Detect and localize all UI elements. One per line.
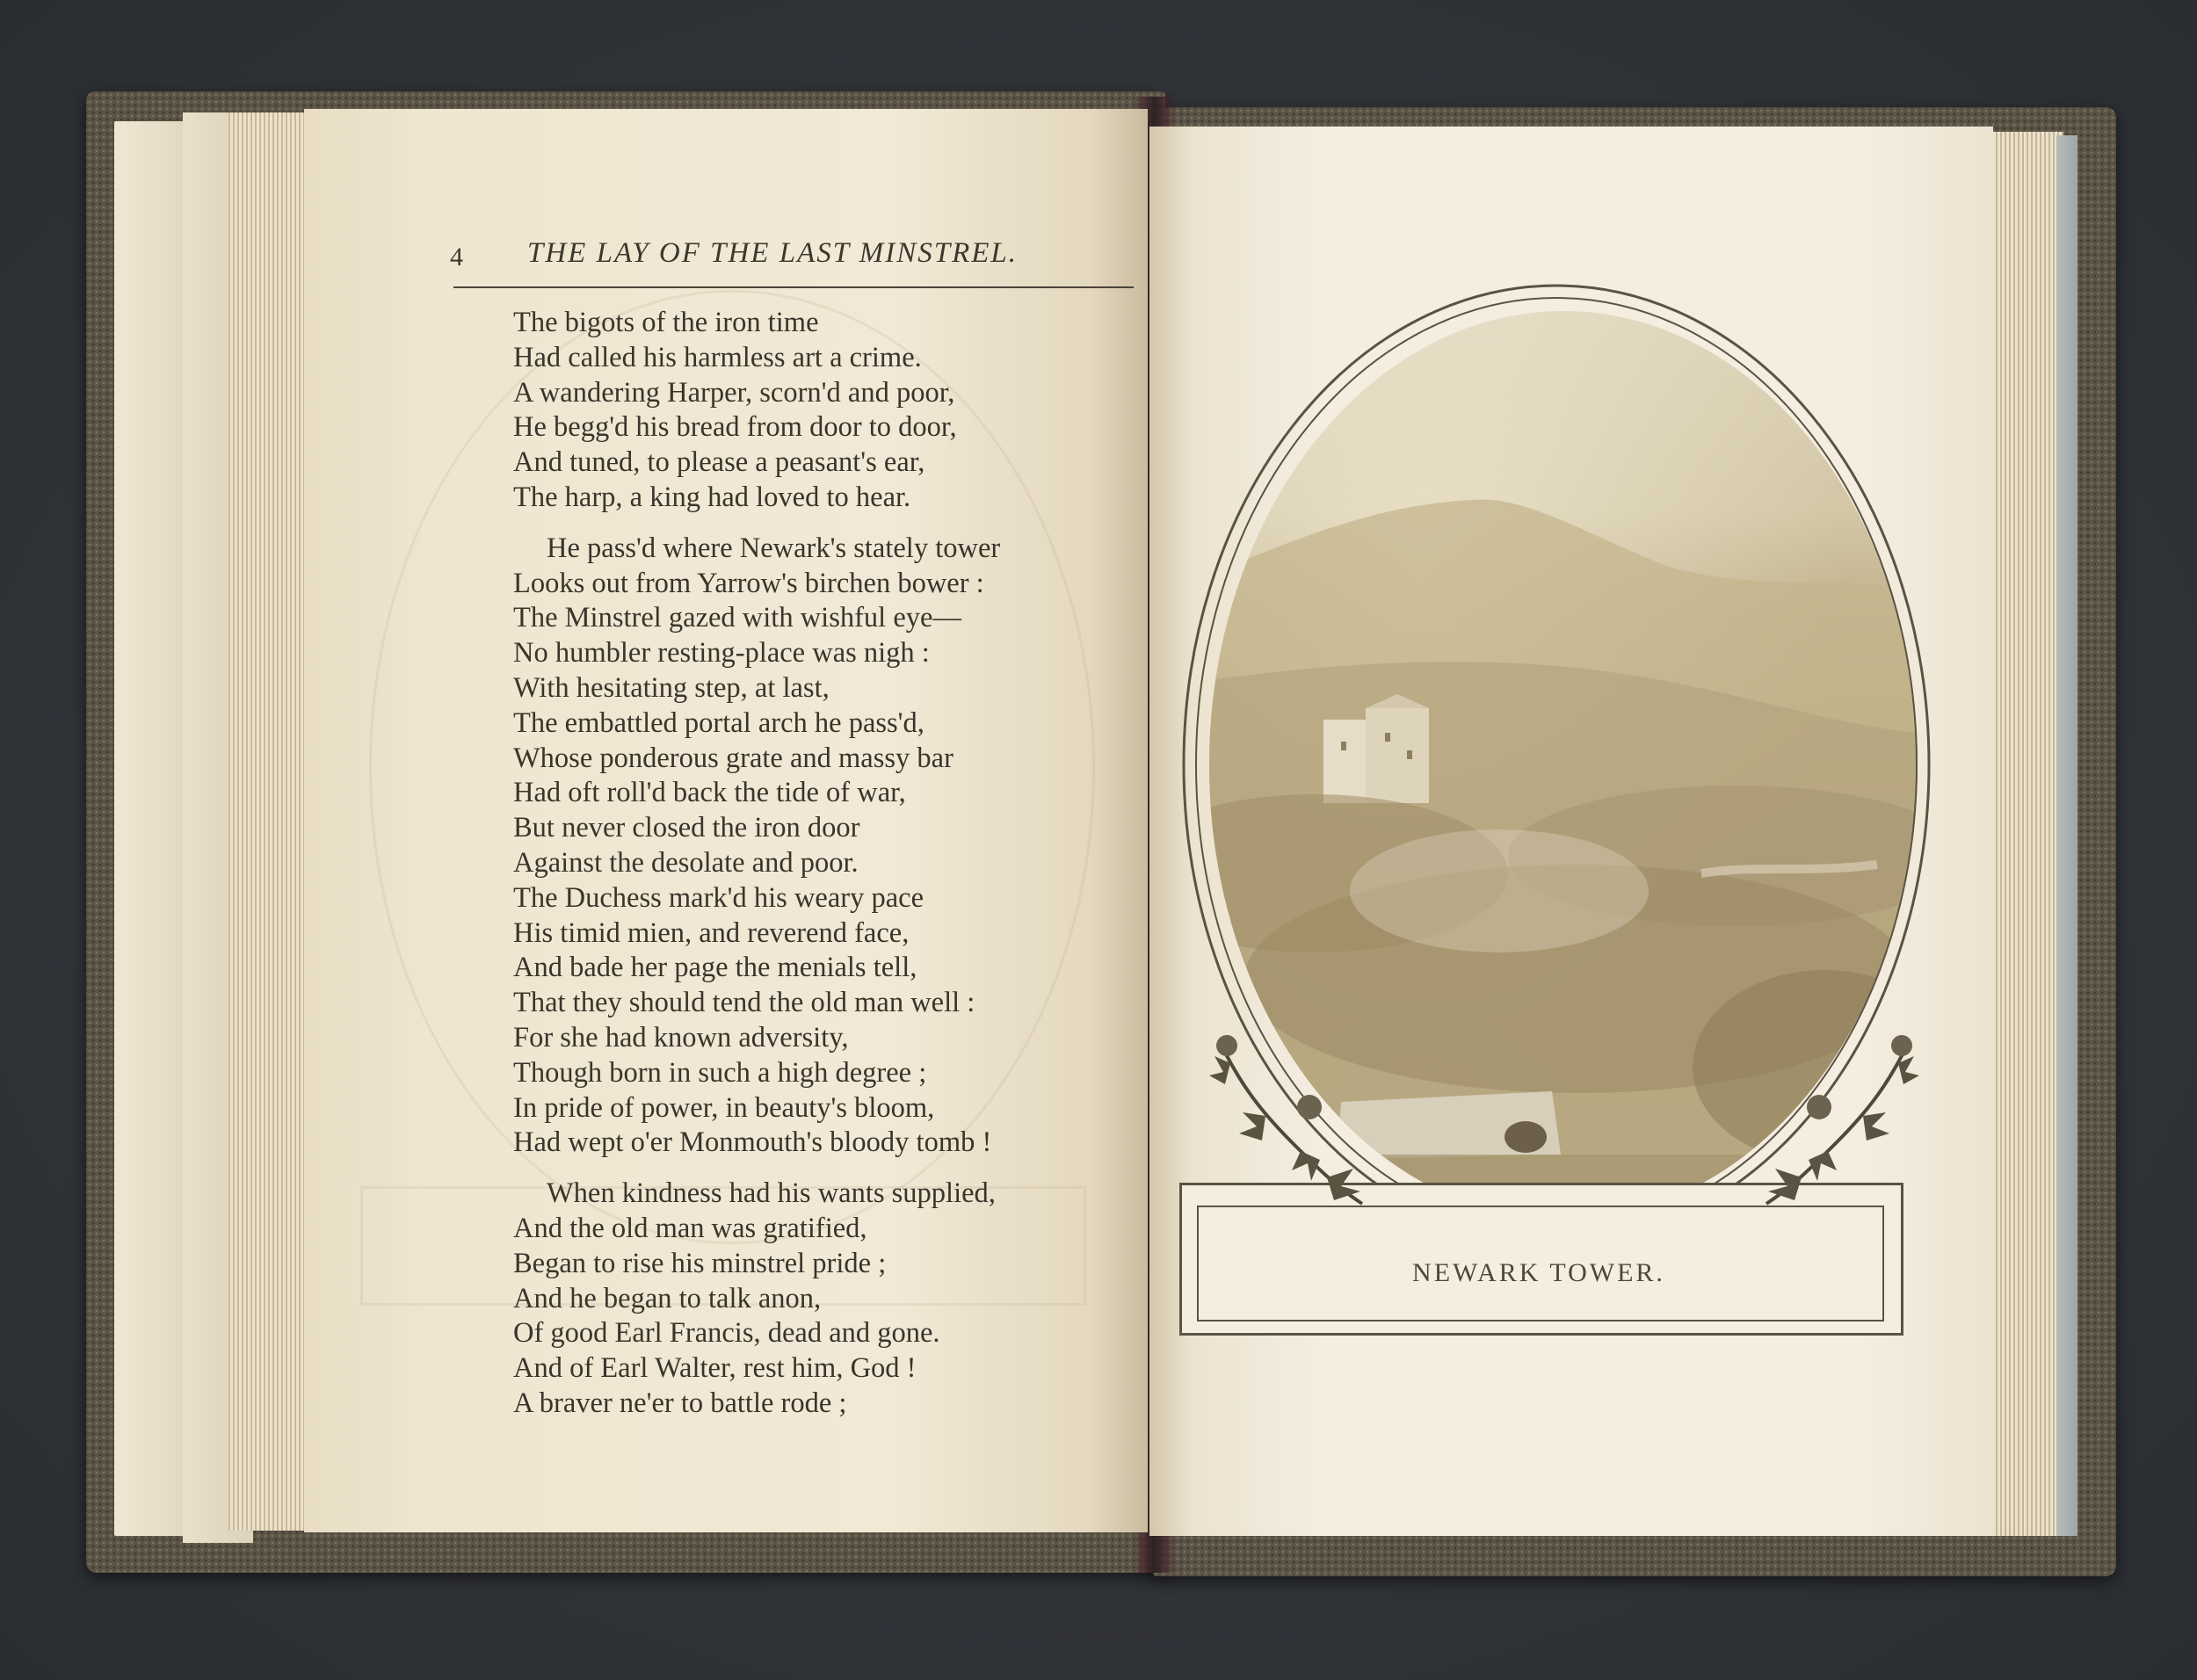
poem-line: The embattled portal arch he pass'd, [513, 706, 924, 739]
poem-line: His timid mien, and reverend face, [513, 916, 910, 949]
poem-line: He pass'd where Newark's stately tower [547, 532, 1001, 564]
poem-line: Had oft roll'd back the tide of war, [513, 777, 906, 809]
poem-line: Though born in such a high degree ; [513, 1056, 927, 1089]
poem-line: He begg'd his bread from door to door, [513, 411, 957, 444]
poem-line: Looks out from Yarrow's birchen bower : [513, 567, 984, 599]
running-title: THE LAY OF THE LAST MINSTREL. [527, 237, 1018, 269]
page-number: 4 [450, 243, 463, 272]
poem-text [513, 306, 1128, 1437]
poem-line: And bade her page the menials tell, [513, 952, 917, 984]
poem-line: Began to rise his minstrel pride ; [513, 1247, 887, 1279]
endpaper-edge-right [2056, 135, 2077, 1536]
poem-line: Against the desolate and poor. [513, 846, 859, 879]
poem-line: The Minstrel gazed with wishful eye— [513, 602, 961, 634]
poem-line: The harp, a king had loved to hear. [513, 481, 911, 513]
running-header [450, 237, 1093, 292]
poem-stanza [513, 1177, 1128, 1422]
poem-line: Of good Earl Francis, dead and gone. [513, 1317, 940, 1350]
poem-line: The bigots of the iron time [513, 307, 819, 338]
page-block-edges-left [228, 112, 304, 1531]
poem-stanza [513, 306, 1128, 516]
header-rule [453, 286, 1134, 288]
poem-line: A wandering Harper, scorn'd and poor, [513, 376, 955, 409]
poem-line: A braver ne'er to battle rode ; [513, 1387, 847, 1419]
poem-line: In pride of power, in beauty's bloom, [513, 1091, 935, 1124]
poem-line: But never closed the iron door [513, 812, 860, 844]
poem-line: For she had known adversity, [513, 1021, 849, 1054]
poem-line: No humbler resting-place was nigh : [513, 637, 930, 670]
page-block-edges-right [1993, 132, 2063, 1536]
poem-line: The Duchess mark'd his weary pace [513, 881, 924, 914]
poem-stanza [513, 532, 1128, 1161]
poem-line: With hesitating step, at last, [513, 671, 830, 704]
thistle-ornament-left-icon [1204, 1010, 1380, 1213]
poem-line: Had called his harmless art a crime. [513, 341, 922, 373]
thistle-ornament-right-icon [1749, 1010, 1925, 1213]
poem-line: That they should tend the old man well : [513, 987, 975, 1019]
poem-line: When kindness had his wants supplied, [547, 1177, 996, 1210]
poem-line: And tuned, to please a peasant's ear, [513, 446, 925, 479]
poem-line: And the old man was gratified, [513, 1212, 867, 1244]
poem-line: Had wept o'er Monmouth's bloody tomb ! [513, 1126, 992, 1159]
plate-caption: NEWARK TOWER. [1412, 1258, 1665, 1287]
poem-line: And he began to talk anon, [513, 1282, 822, 1314]
poem-line: And of Earl Walter, rest him, God ! [513, 1352, 917, 1385]
poem-line: Whose ponderous grate and massy bar [513, 742, 953, 774]
